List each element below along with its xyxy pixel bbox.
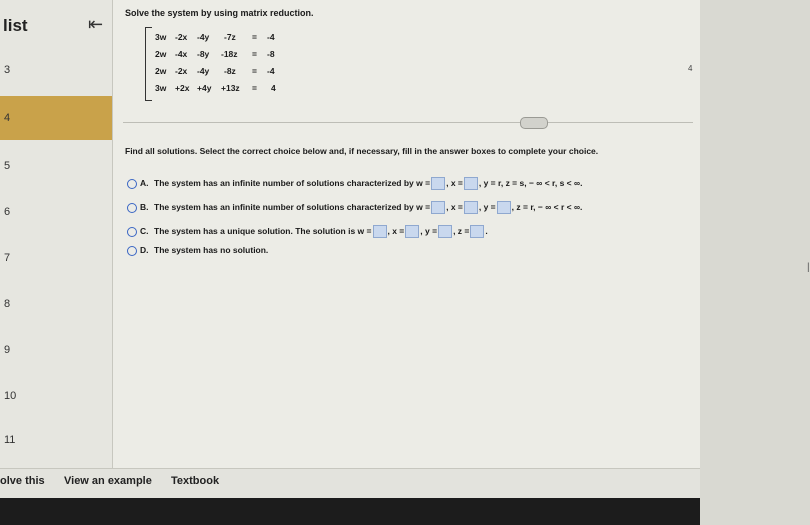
solve-this-link[interactable]: olve this bbox=[0, 475, 45, 487]
textbook-link[interactable]: Textbook bbox=[171, 475, 220, 487]
term: +4y bbox=[197, 83, 212, 93]
sidebar-item-label: 7 bbox=[4, 252, 11, 264]
sidebar-item-label: 11 bbox=[4, 434, 16, 446]
answer-box-y[interactable] bbox=[497, 201, 511, 214]
question-instruction: Solve the system by using matrix reduction. bbox=[125, 8, 314, 18]
term: -4y bbox=[197, 32, 210, 42]
sidebar-item-7[interactable] bbox=[0, 236, 112, 280]
term: = bbox=[252, 66, 257, 76]
term: +2x bbox=[175, 83, 190, 93]
term: 2w bbox=[155, 66, 167, 76]
sidebar-item-11[interactable] bbox=[0, 418, 112, 462]
sidebar-title: list bbox=[3, 16, 28, 35]
sidebar-item-4[interactable] bbox=[0, 96, 112, 140]
choice-letter: C. bbox=[140, 225, 149, 236]
answer-box-w[interactable] bbox=[431, 201, 445, 214]
term: = bbox=[252, 32, 257, 42]
choice-text: , y = bbox=[420, 225, 438, 236]
choice-d[interactable] bbox=[127, 245, 268, 256]
sidebar-item-6[interactable] bbox=[0, 190, 112, 234]
sidebar-item-10[interactable] bbox=[0, 374, 112, 418]
choice-a[interactable] bbox=[127, 177, 582, 190]
answer-box-w[interactable] bbox=[431, 177, 445, 190]
sidebar-item-label: 8 bbox=[4, 298, 11, 310]
radio-b[interactable] bbox=[127, 203, 137, 213]
term: 3w bbox=[155, 83, 167, 93]
term: -8y bbox=[197, 49, 210, 59]
term: 3w bbox=[155, 32, 167, 42]
sidebar-item-label: 3 bbox=[4, 64, 11, 76]
answer-box-x[interactable] bbox=[464, 201, 478, 214]
choice-text: , y = r, z = s, − ∞ < r, s < ∞. bbox=[478, 177, 583, 188]
choice-b[interactable] bbox=[127, 201, 582, 214]
term: -2x bbox=[175, 66, 188, 76]
sidebar-item-label: 5 bbox=[4, 160, 11, 172]
term: -2x bbox=[175, 32, 188, 42]
sidebar-item-label: 9 bbox=[4, 344, 11, 356]
term: -18z bbox=[221, 49, 238, 59]
radio-c[interactable] bbox=[127, 227, 137, 237]
radio-a[interactable] bbox=[127, 179, 137, 189]
equation-row bbox=[151, 32, 291, 46]
term: -4 bbox=[267, 32, 275, 42]
radio-d[interactable] bbox=[127, 246, 137, 256]
collapse-sidebar-icon[interactable]: ⇤ bbox=[88, 14, 104, 34]
sidebar-item-3[interactable] bbox=[0, 48, 112, 92]
choice-text: . bbox=[485, 225, 488, 236]
term: -4x bbox=[175, 49, 188, 59]
footer-bar bbox=[0, 468, 700, 499]
term: = bbox=[252, 83, 257, 93]
answer-box-z[interactable] bbox=[470, 225, 484, 238]
choice-text: , x = bbox=[446, 177, 463, 188]
choice-letter: B. bbox=[140, 201, 149, 212]
equation-row bbox=[151, 83, 291, 97]
choice-text: , x = bbox=[387, 225, 405, 236]
equation-row bbox=[151, 66, 291, 80]
choice-text: The system has a unique solution. The solution is w = bbox=[154, 225, 372, 236]
term: = bbox=[252, 49, 257, 59]
term: -8 bbox=[267, 49, 275, 59]
equation-row bbox=[151, 49, 291, 63]
expand-more-button[interactable] bbox=[520, 117, 548, 129]
edge-mark: | bbox=[807, 262, 810, 273]
sidebar-item-label: 6 bbox=[4, 206, 11, 218]
choice-text: , x = bbox=[446, 201, 463, 212]
term: -4 bbox=[267, 66, 275, 76]
sidebar-item-5[interactable] bbox=[0, 144, 112, 188]
term: -4y bbox=[197, 66, 210, 76]
question-list-sidebar bbox=[0, 0, 113, 468]
screen-bezel bbox=[0, 498, 700, 525]
answer-box-x[interactable] bbox=[405, 225, 419, 238]
answer-box-x[interactable] bbox=[464, 177, 478, 190]
term: -8z bbox=[224, 66, 236, 76]
question-panel bbox=[113, 0, 810, 468]
choice-text: , y = bbox=[478, 201, 496, 212]
answer-box-w[interactable] bbox=[373, 225, 387, 238]
choice-text: The system has an infinite number of solutions characterized by w = bbox=[154, 201, 431, 212]
choice-c[interactable] bbox=[127, 225, 488, 238]
choice-text: , z = bbox=[453, 225, 470, 236]
choice-text: , z = r, − ∞ < r < ∞. bbox=[511, 201, 583, 212]
term: 4 bbox=[271, 83, 276, 93]
answer-box-y[interactable] bbox=[438, 225, 452, 238]
term: -7z bbox=[224, 32, 236, 42]
choice-prompt: Find all solutions. Select the correct choice below and, if necessary, fill in the answer boxes to complete your choice. bbox=[125, 146, 599, 156]
sidebar-item-9[interactable] bbox=[0, 328, 112, 372]
sidebar-item-8[interactable] bbox=[0, 282, 112, 326]
sidebar-item-label: 10 bbox=[4, 390, 17, 402]
section-divider bbox=[123, 122, 693, 123]
choice-text: The system has no solution. bbox=[154, 245, 269, 255]
term: +13z bbox=[221, 83, 240, 93]
choice-text: The system has an infinite number of solutions characterized by w = bbox=[154, 177, 431, 188]
choice-letter: A. bbox=[140, 177, 149, 188]
view-example-link[interactable]: View an example bbox=[64, 475, 152, 487]
margin-mark: 4 bbox=[688, 64, 693, 73]
sidebar-item-label: 4 bbox=[4, 112, 11, 124]
term: 2w bbox=[155, 49, 167, 59]
choice-letter: D. bbox=[140, 245, 149, 255]
